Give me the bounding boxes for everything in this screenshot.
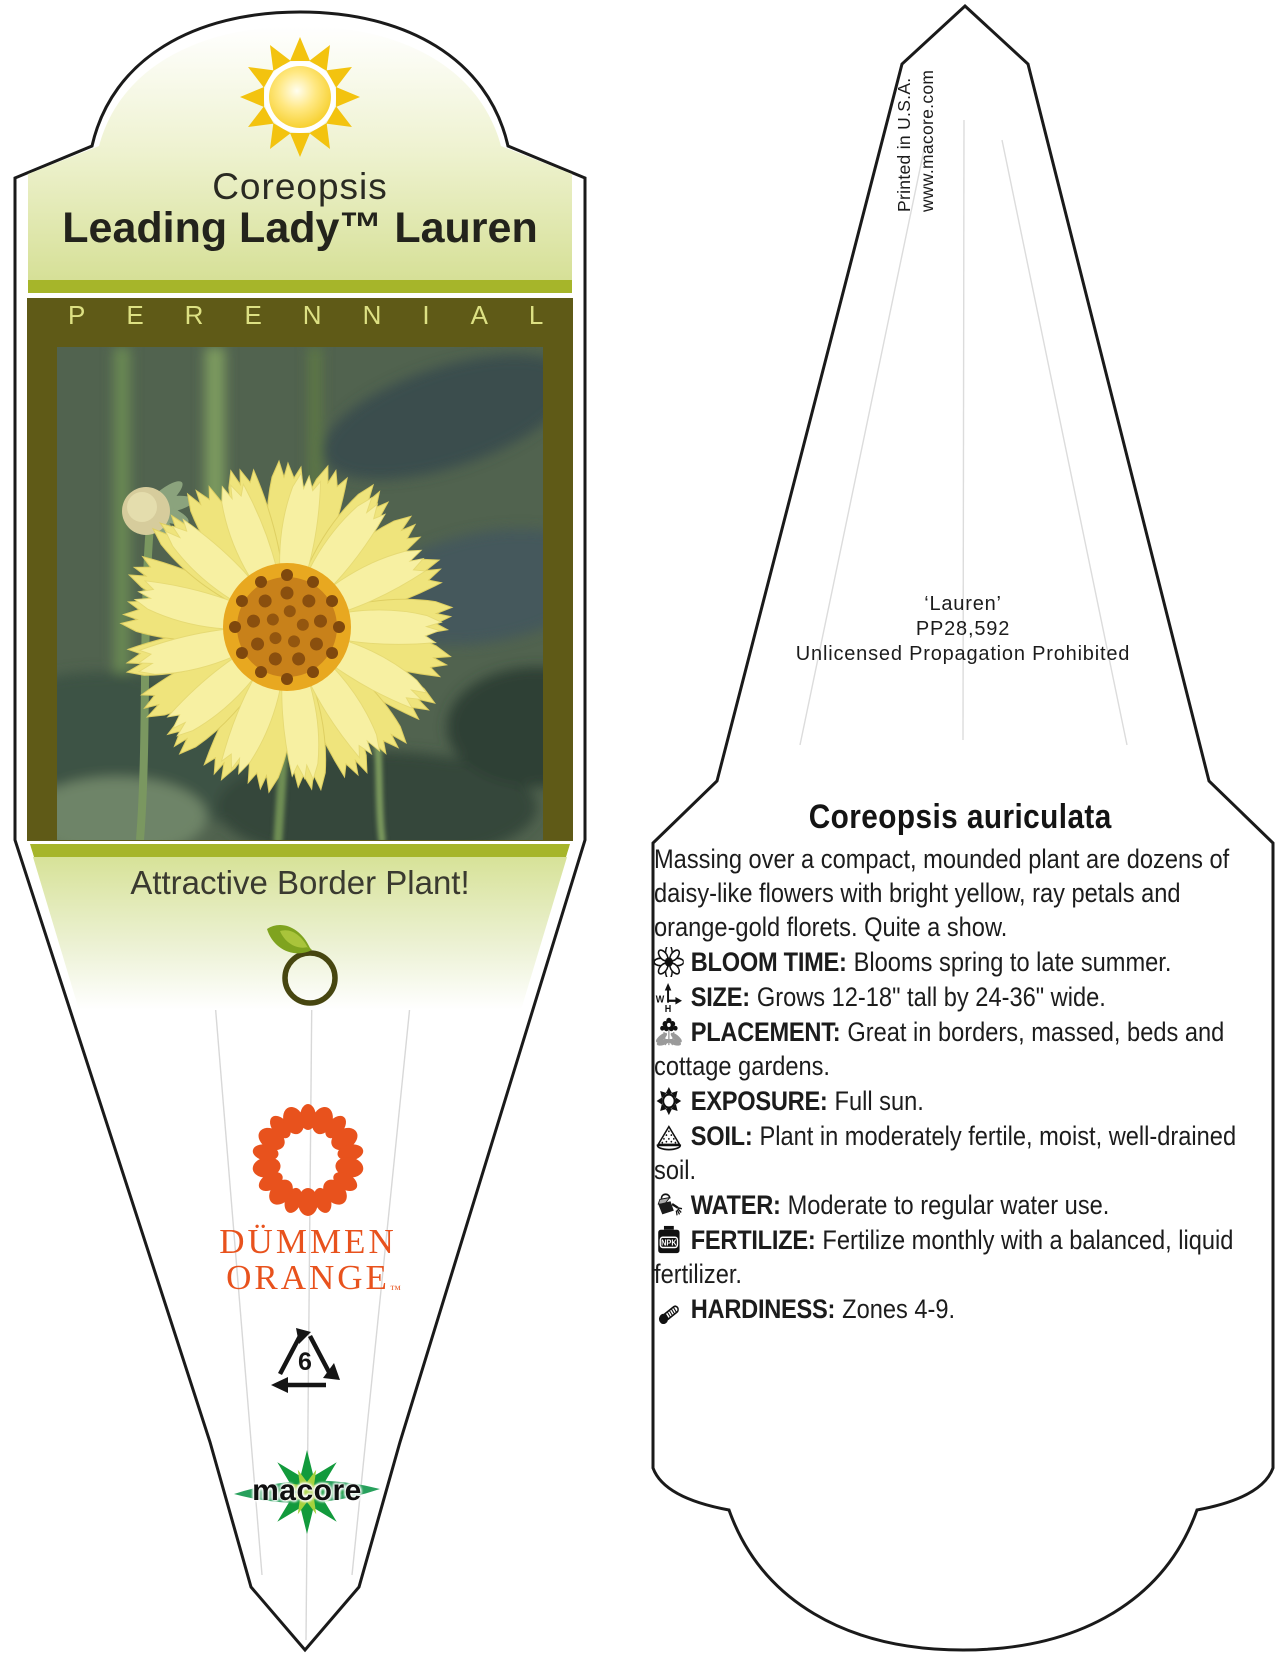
bloom-flower-icon	[654, 947, 684, 977]
care-label: BLOOM TIME:	[690, 947, 847, 977]
genus-title: Coreopsis	[212, 166, 388, 207]
propagation-notice: Unlicensed Propagation Prohibited	[795, 643, 1131, 665]
care-text: Fertilize monthly with a balanced, liquid fertilizer.	[654, 1225, 1234, 1289]
flower-photo	[0, 329, 627, 863]
species-heading: Coreopsis auriculata	[808, 798, 1112, 836]
care-item-hardiness	[654, 1292, 1267, 1326]
care-text: Blooms spring to late summer.	[853, 947, 1172, 977]
care-item-bloom-time	[654, 945, 1267, 979]
category-banner: PERENNIAL	[68, 300, 585, 330]
size-w-label: W	[655, 994, 665, 1006]
care-item-exposure	[654, 1084, 1267, 1118]
care-item-placement	[654, 1015, 1267, 1083]
care-item-water	[654, 1188, 1267, 1222]
patent-number: PP28,592	[915, 618, 1011, 640]
care-label: PLACEMENT:	[690, 1017, 841, 1047]
printer-logo-text: macore	[252, 1474, 362, 1507]
npk-fertilizer-icon	[654, 1225, 684, 1255]
front-accent-line-top	[28, 280, 572, 293]
care-label: WATER:	[690, 1190, 781, 1220]
care-label: SIZE:	[690, 982, 750, 1012]
care-text: Great in borders, massed, beds and cottage gardens.	[654, 1017, 1225, 1081]
care-text: Zones 4-9.	[842, 1294, 956, 1324]
variety-title: Leading Lady™ Lauren	[62, 204, 538, 252]
soil-mound-icon	[654, 1121, 684, 1151]
brand-trademark: ™	[390, 1284, 401, 1296]
recycle-code: 6	[298, 1348, 312, 1376]
care-text: Moderate to regular water use.	[787, 1190, 1110, 1220]
care-item-size	[654, 980, 1267, 1014]
watering-can-icon	[654, 1190, 684, 1220]
care-item-soil	[654, 1119, 1267, 1187]
brand-name-line1: DÜMMEN	[219, 1222, 397, 1261]
care-label: HARDINESS:	[690, 1294, 836, 1324]
brand-name-line2: ORANGE	[226, 1258, 390, 1297]
tagline: Attractive Border Plant!	[130, 864, 470, 901]
flower-cluster-icon	[654, 1017, 684, 1047]
printed-in-usa: Printed in U.S.A.	[894, 77, 914, 212]
care-label: FERTILIZE:	[690, 1225, 816, 1255]
care-text: Grows 12-18" tall by 24-36" wide.	[756, 982, 1106, 1012]
front-accent-line-bottom	[30, 844, 570, 857]
care-label: SOIL:	[690, 1121, 753, 1151]
sun-outline-icon	[654, 1086, 684, 1116]
plant-description: Massing over a compact, mounded plant are dozens of daisy-like flowers with bright yellow, ray petals and orange-gold florets. Quite a show.	[654, 844, 1230, 942]
care-text: Full sun.	[834, 1086, 924, 1116]
cultivar-name: ‘Lauren’	[924, 593, 1002, 615]
care-label: EXPOSURE:	[690, 1086, 828, 1116]
care-text: Plant in moderately fertile, moist, well-drained soil.	[654, 1121, 1237, 1185]
thermometer-icon	[654, 1294, 684, 1324]
front-tag	[0, 12, 627, 1650]
size-h-label: H	[664, 1003, 672, 1012]
patent-block	[663, 592, 1263, 667]
size-arrows-icon	[654, 982, 684, 1012]
npk-label: NPK	[661, 1238, 677, 1248]
care-item-fertilize	[654, 1223, 1267, 1291]
website-url: www.macore.com	[917, 69, 937, 212]
care-info-panel	[654, 798, 1267, 1327]
vertical-print-info	[893, 70, 939, 212]
